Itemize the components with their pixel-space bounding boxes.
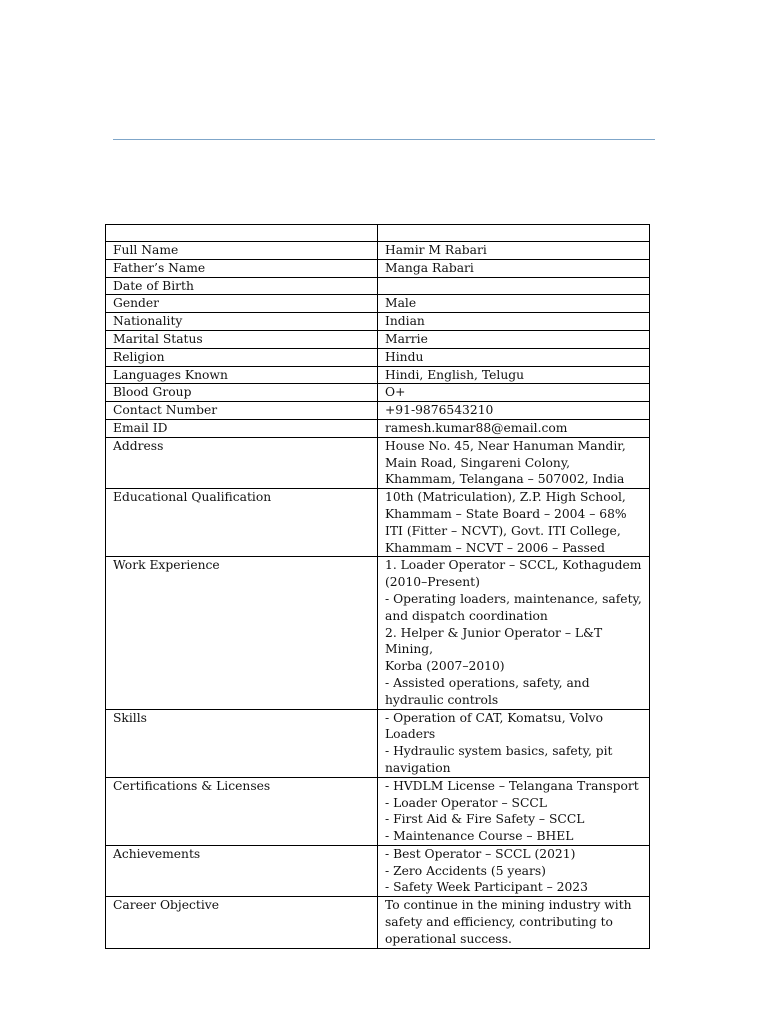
header-divider (113, 139, 655, 140)
field-label: Achievements (106, 845, 378, 896)
field-label: Certifications & Licenses (106, 777, 378, 845)
table-header-row (106, 225, 650, 242)
field-value: ramesh.kumar88@email.com (378, 419, 650, 437)
field-value: Marrie (378, 330, 650, 348)
row-fathers-name (106, 259, 650, 277)
field-value: - Operation of CAT, Komatsu, Volvo Loaders - Hydraulic system basics, safety, pit navigation (378, 709, 650, 777)
field-value: Hindi, English, Telugu (378, 366, 650, 384)
row-date-of-birth (106, 277, 650, 295)
row-gender (106, 295, 650, 313)
field-value: - Best Operator – SCCL (2021) - Zero Accidents (5 years) - Safety Week Participant – 2023 (378, 845, 650, 896)
field-value (378, 277, 650, 295)
row-work-experience (106, 557, 650, 709)
row-educational-qualification (106, 489, 650, 557)
field-value (378, 225, 650, 242)
field-value: Indian (378, 313, 650, 331)
field-value: Hamir M Rabari (378, 242, 650, 260)
field-label: Educational Qualification (106, 489, 378, 557)
row-marital-status (106, 330, 650, 348)
row-full-name (106, 242, 650, 260)
field-label: Languages Known (106, 366, 378, 384)
field-label: Address (106, 437, 378, 488)
row-skills (106, 709, 650, 777)
resume-table (105, 224, 650, 949)
field-label: Father’s Name (106, 259, 378, 277)
field-label: Skills (106, 709, 378, 777)
row-address (106, 437, 650, 488)
row-achievements (106, 845, 650, 896)
field-label: Religion (106, 348, 378, 366)
field-label: Contact Number (106, 402, 378, 420)
field-value: Manga Rabari (378, 259, 650, 277)
field-label: Gender (106, 295, 378, 313)
field-label: Blood Group (106, 384, 378, 402)
field-label (106, 225, 378, 242)
field-label: Date of Birth (106, 277, 378, 295)
field-value: Male (378, 295, 650, 313)
field-value: O+ (378, 384, 650, 402)
field-value: House No. 45, Near Hanuman Mandir, Main Road, Singareni Colony, Khammam, Telangana – 507002, India (378, 437, 650, 488)
row-languages-known (106, 366, 650, 384)
field-value: 1. Loader Operator – SCCL, Kothagudem (2010–Present) - Operating loaders, maintenance, safety, and dispatch coordination 2. Helper & Junior Operator – L&T Mining, Korba (2007–2010) - Assisted operations, safety, and hydraulic controls (378, 557, 650, 709)
row-blood-group (106, 384, 650, 402)
row-nationality (106, 313, 650, 331)
field-value: 10th (Matriculation), Z.P. High School, Khammam – State Board – 2004 – 68% ITI (Fitter – NCVT), Govt. ITI College, Khammam – NCVT – 2006 – Passed (378, 489, 650, 557)
field-label: Full Name (106, 242, 378, 260)
field-value: Hindu (378, 348, 650, 366)
row-contact-number (106, 402, 650, 420)
field-label: Career Objective (106, 897, 378, 948)
field-label: Nationality (106, 313, 378, 331)
field-label: Marital Status (106, 330, 378, 348)
row-email-id (106, 419, 650, 437)
field-value: - HVDLM License – Telangana Transport - Loader Operator – SCCL - First Aid & Fire Safety – SCCL - Maintenance Course – BHEL (378, 777, 650, 845)
row-certifications-licenses (106, 777, 650, 845)
row-career-objective (106, 897, 650, 948)
row-religion (106, 348, 650, 366)
field-value: +91-9876543210 (378, 402, 650, 420)
field-value: To continue in the mining industry with safety and efficiency, contributing to operational success. (378, 897, 650, 948)
field-label: Email ID (106, 419, 378, 437)
field-label: Work Experience (106, 557, 378, 709)
